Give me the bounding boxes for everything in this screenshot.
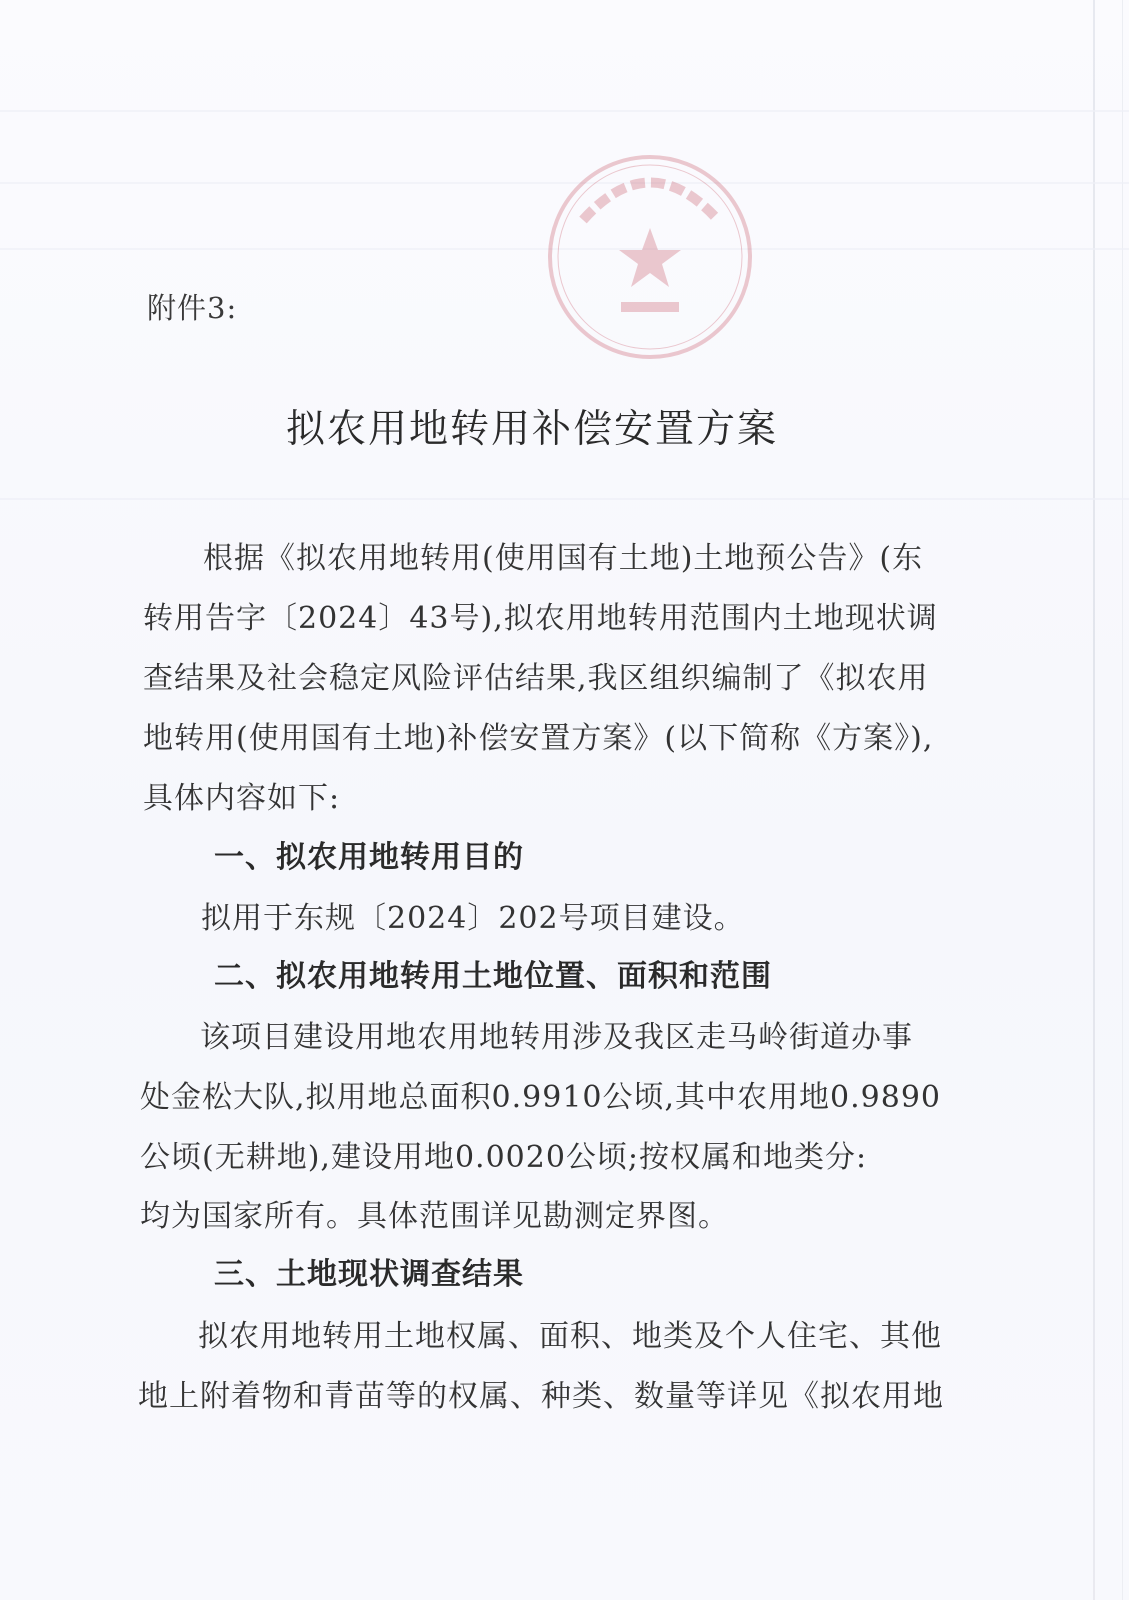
intro-line: 根据《拟农用地转用(使用国有土地)土地预公告》(东	[203, 541, 924, 576]
attachment-label: 附件3:	[147, 291, 238, 325]
section-line: 公顷(无耕地),建设用地0.0020公顷;按权属和地类分:	[140, 1140, 868, 1175]
intro-line: 查结果及社会稳定风险评估结果,我区组织编制了《拟农用	[143, 661, 929, 696]
section-line: 拟农用地转用土地权属、面积、地类及个人住宅、其他	[198, 1319, 942, 1354]
section-heading: 一、拟农用地转用目的	[214, 840, 524, 875]
document-title: 拟农用地转用补偿安置方案	[285, 407, 778, 452]
intro-line: 转用告字〔2024〕43号),拟农用地转用范围内土地现状调	[143, 601, 938, 636]
intro-line: 具体内容如下:	[143, 781, 341, 816]
intro-line: 地转用(使用国有土地)补偿安置方案》(以下简称《方案》),	[143, 721, 934, 756]
section-line: 均为国家所有。具体范围详见勘测定界图。	[140, 1199, 729, 1234]
section-line: 处金松大队,拟用地总面积0.9910公顷,其中农用地0.9890	[140, 1080, 942, 1115]
scan-artifact-line	[0, 498, 1129, 500]
section-line: 地上附着物和青苗等的权属、种类、数量等详见《拟农用地	[138, 1379, 944, 1414]
scan-artifact-line	[0, 110, 1129, 112]
section-line: 拟用于东规〔2024〕202号项目建设。	[201, 901, 745, 936]
page-edge-line	[1093, 0, 1095, 1600]
section-heading: 二、拟农用地转用土地位置、面积和范围	[214, 959, 772, 994]
official-seal-icon	[543, 150, 758, 365]
section-heading: 三、土地现状调查结果	[214, 1257, 524, 1292]
page-edge-line-outer	[1122, 0, 1123, 1600]
section-line: 该项目建设用地农用地转用涉及我区走马岭街道办事	[200, 1020, 913, 1055]
